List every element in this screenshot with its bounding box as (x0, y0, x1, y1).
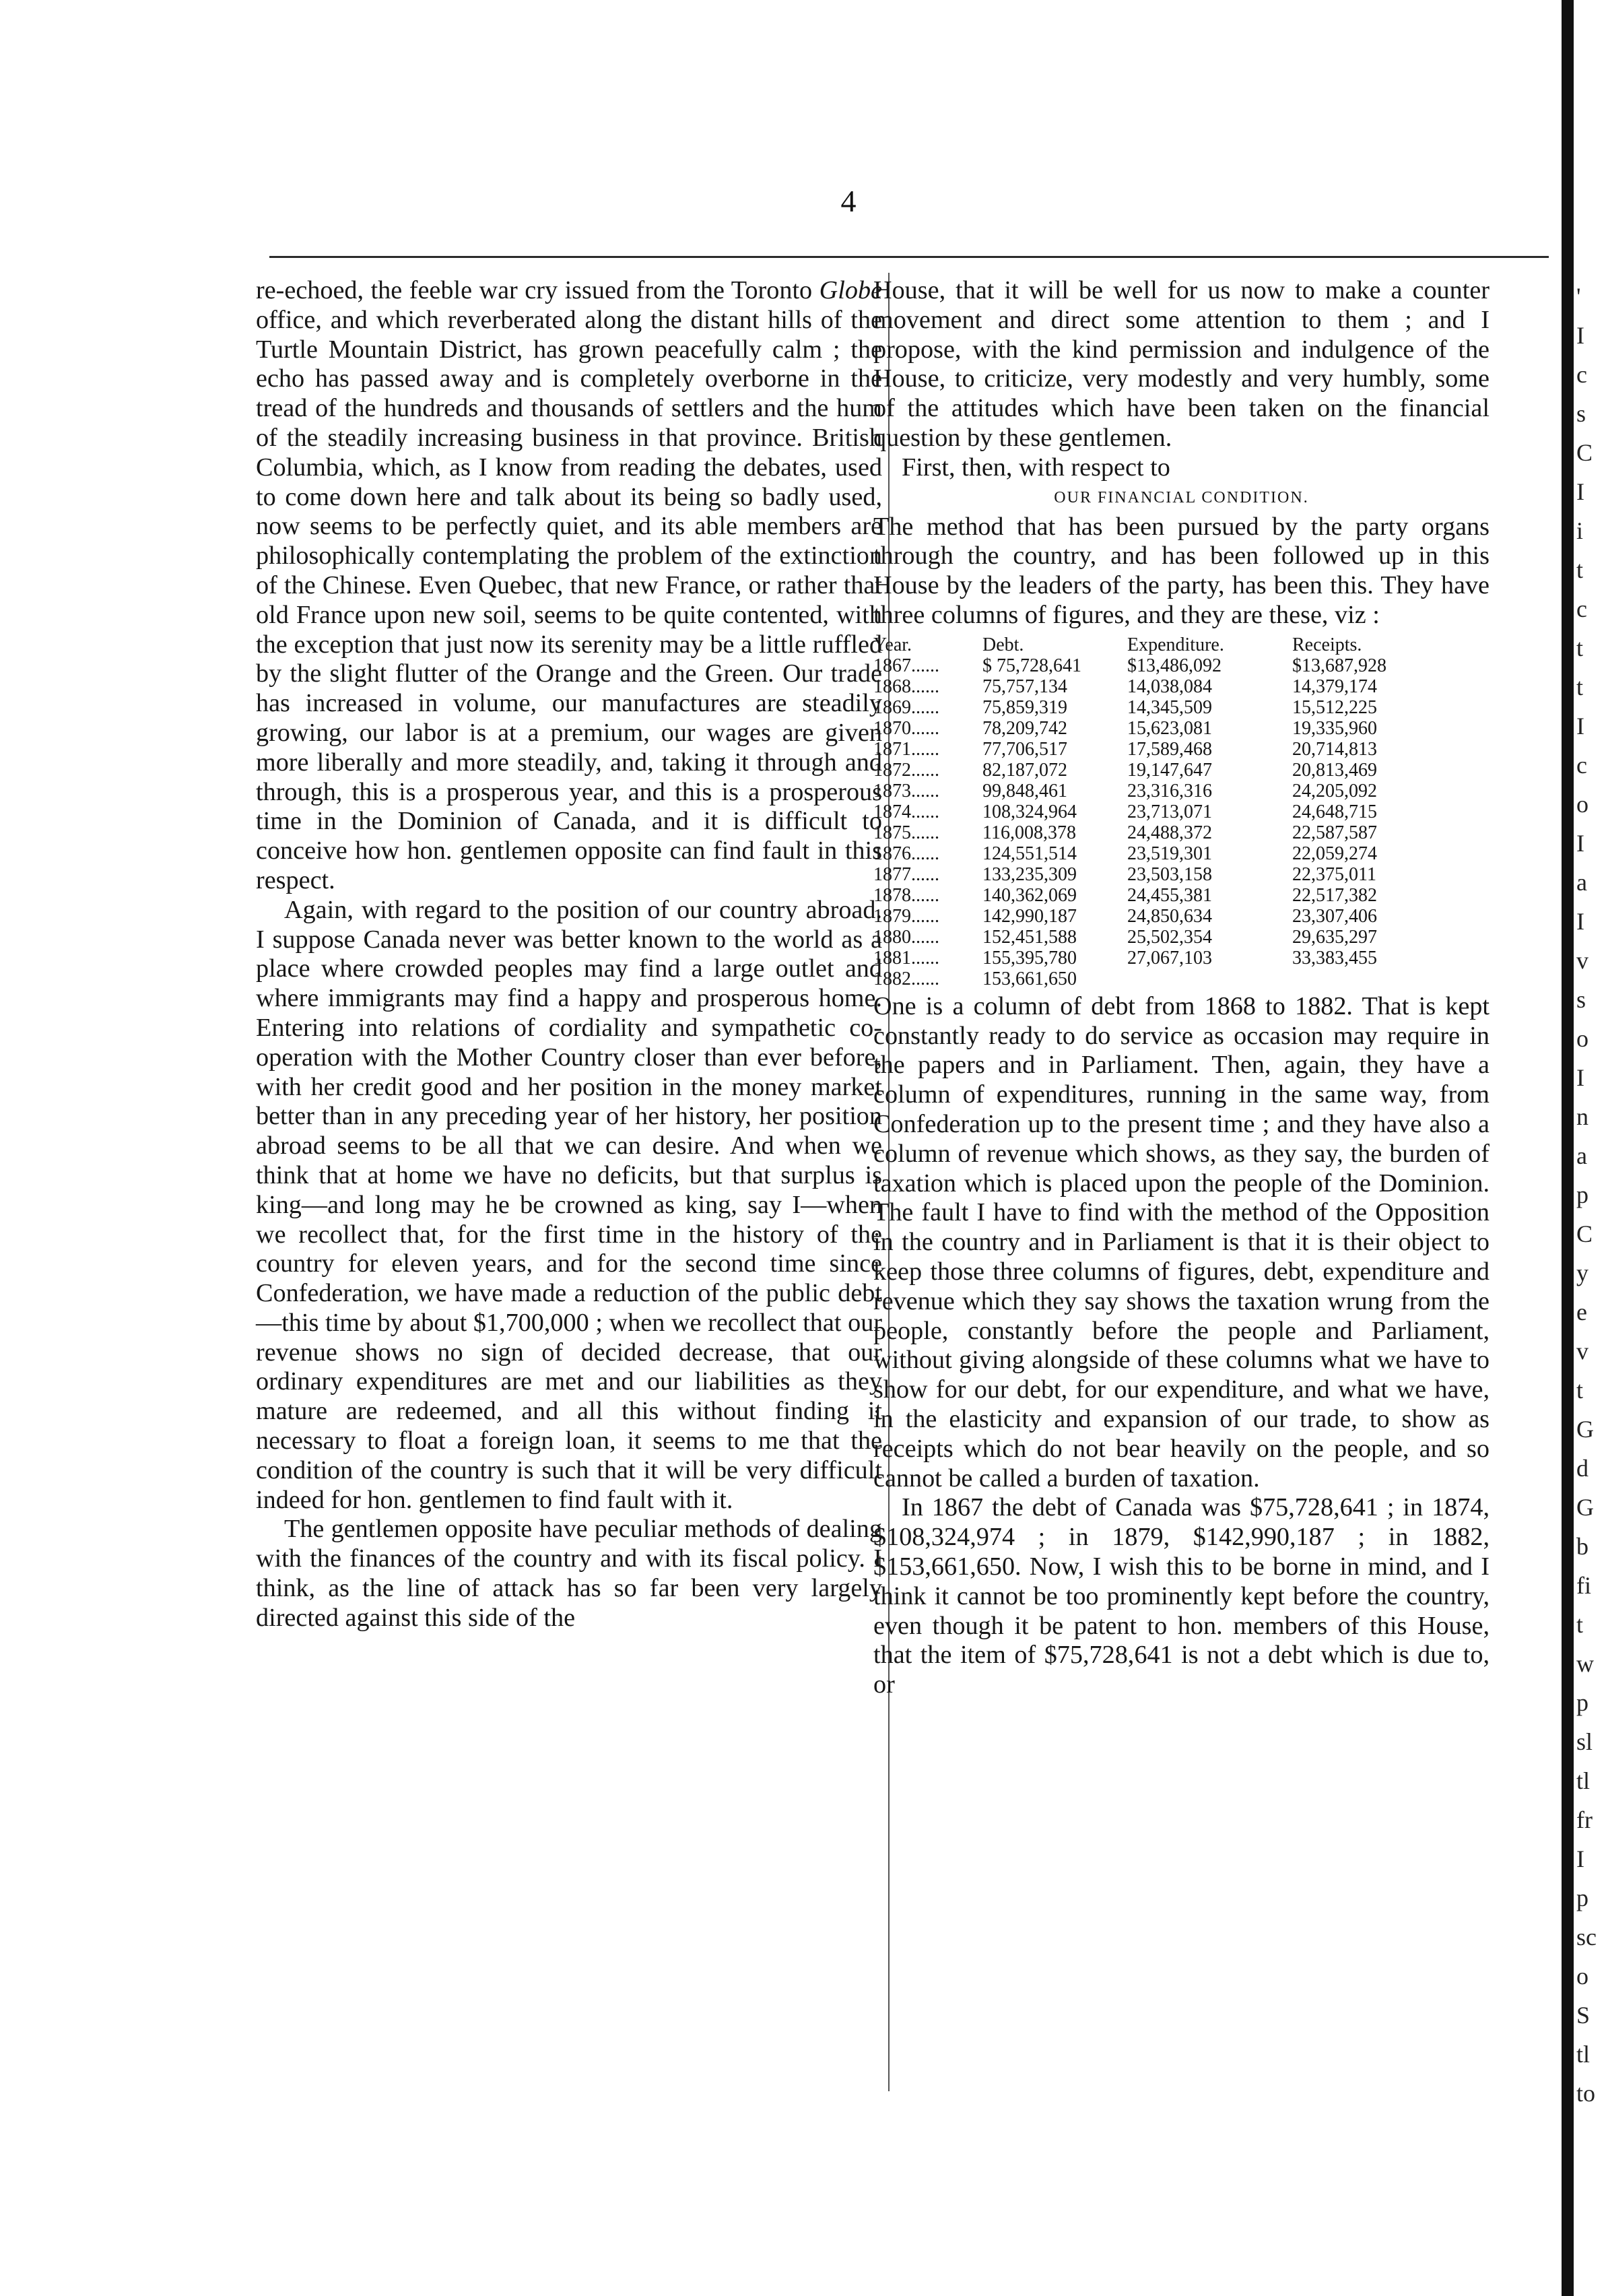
cell-debt: 152,451,588 (982, 926, 1077, 948)
table-row (873, 697, 1490, 718)
edge-fragment: e (1576, 1299, 1587, 1325)
edge-fragment: b (1576, 1533, 1588, 1560)
table-row (873, 927, 1490, 948)
edge-fragment: I (1576, 908, 1584, 935)
adjacent-page-edge (1552, 0, 1606, 2296)
edge-fragment: I (1576, 713, 1584, 740)
cell-debt: 116,008,378 (982, 822, 1076, 843)
cell-debt: 75,757,134 (982, 676, 1067, 697)
edge-fragment: tl (1576, 2041, 1591, 2068)
table-row (873, 760, 1490, 781)
cell-year: 1873...... (873, 780, 939, 801)
edge-fragment: tl (1576, 1767, 1591, 1794)
cell-year: 1867...... (873, 655, 939, 676)
left-paragraph-3: The gentlemen opposite have peculiar methods of dealing with the finances of the country and with its fiscal policy. I think, as the line of attack has so far been very largely directed against this side of the (256, 1515, 882, 1632)
cell-receipts: 24,648,715 (1292, 801, 1377, 822)
left-paragraph-2: Again, with regard to the position of our country abroad. I suppose Canada never was better known to the world as a place where crowded peoples may find a large outlet and where immigrants may find a happy and prosperous home. Entering into relations of cordiality and sympathetic co-operation with the Mother Country closer than ever before, with her credit good and her position in the money market better than in any preceding year of her history, her position abroad seems to be all that we can desire. And when we think that at home we have no deficits, but that surplus is king—and long may he be crowned as king, say I—when we recollect that, for the first time in the history of the country for eleven years, and for the second time since Confederation, we have made a reduction of the public debt—this time by about $1,700,000 ; when we recollect that our revenue shows no sign of decided decrease, that our ordinary expenditures are met and our liabilities as they mature are redeemed, and all this without finding it necessary to float a foreign loan, it seems to me that the condition of the country is such that it will be very difficult indeed for hon. gentlemen to find fault with it. (256, 895, 882, 1514)
left-paragraph-1: re-echoed, the feeble war cry issued from the Toronto Globe office, and which reverberated along the distant hills of the Turtle Mountain District, has grown peacefully calm ; the echo has passed away and is completely overborne in the tread of the hundreds and thousands of settlers and the hum of the steadily increasing business in that province. British Columbia, which, as I know from reading the debates, used to come down here and talk about its being so badly used, now seems to be perfectly quiet, and its able members are philosophically contemplating the problem of the extinction of the Chinese. Even Quebec, that new France, or rather that old France upon new soil, seems to be quite contented, with the exception that just now its serenity may be a little ruffled by the slight flutter of the Orange and the Green. Our trade has increased in volume, our manufactures are steadily growing, our labor is at a premium, our wages are given more liberally and more steadily, and, taking it through and through, this is a prosperous year, and this is a prosperous time in the Dominion of Canada, and it is difficult to conceive how hon. gentlemen opposite can find fault in this respect. (256, 276, 882, 894)
edge-fragment: p (1576, 1689, 1588, 1716)
edge-fragment: I (1576, 1845, 1584, 1872)
right-paragraph-5: In 1867 the debt of Canada was $75,728,641 ; in 1874, $108,324,974 ; in 1879, $142,990,187 ; in 1882, $153,661,650. Now, I wish this to be borne in mind, and I think it cannot be too prominently kept before the country, even though it be patent to hon. members of this House, that the item of $75,728,641 is not a debt which is due to, or (873, 1493, 1490, 1699)
cell-receipts: 15,512,225 (1292, 696, 1377, 718)
edge-fragment: i (1576, 517, 1584, 544)
edge-fragment: p (1576, 1884, 1588, 1911)
cell-expenditure: 14,345,509 (1127, 696, 1212, 718)
edge-fragment: sl (1576, 1728, 1593, 1755)
financial-table (873, 634, 1490, 989)
table-row (873, 676, 1490, 697)
cell-receipts: 29,635,297 (1292, 926, 1377, 948)
cell-year: 1881...... (873, 947, 939, 969)
cell-year: 1880...... (873, 926, 939, 948)
cell-year: 1879...... (873, 905, 939, 927)
right-paragraph-4: One is a column of debt from 1868 to 1882. That is kept constantly ready to do service as occasion may require in the papers and in Parliament. Then, again, they have a column of expenditures, running in the same way, from Confederation up to the present time ; and they have also a column of revenue which shows, as they say, the burden of taxation which is placed upon the people of the Dominion. The fault I have to find with the method of the Opposition in the country and in Parliament is that it is their object to keep those three columns of figures, debt, expenditure and revenue which they say shows the taxation wrung from the people, constantly before the people and Parliament, without giving alongside of these columns what we have to show for our debt, for our expenditure, and what we have, in the elasticity and expansion of our trade, to show as receipts which do not bear heavily on the people, and so cannot be called a burden of taxation. (873, 991, 1490, 1493)
cell-year: 1870...... (873, 717, 939, 739)
table-body (873, 655, 1490, 989)
table-row (873, 718, 1490, 739)
cell-receipts: 24,205,092 (1292, 780, 1377, 801)
edge-fragment: fr (1576, 1806, 1593, 1833)
cell-year: 1868...... (873, 676, 939, 697)
section-heading: OUR FINANCIAL CONDITION. (1054, 488, 1309, 506)
header-year: Year. (873, 634, 912, 655)
cell-expenditure: 14,038,084 (1127, 676, 1212, 697)
header-expenditure: Expenditure. (1127, 634, 1224, 655)
edge-fragment: sc (1576, 1924, 1597, 1950)
cell-expenditure: $13,486,092 (1127, 655, 1222, 676)
cell-expenditure: 24,850,634 (1127, 905, 1212, 927)
table-row (873, 781, 1490, 801)
edge-fragment: p (1576, 1181, 1588, 1208)
edge-fragment: v (1576, 1338, 1588, 1365)
cell-year: 1876...... (873, 843, 939, 864)
edge-fragment: o (1576, 791, 1588, 818)
cell-debt: 82,187,072 (982, 759, 1067, 781)
cell-receipts (1292, 969, 1471, 989)
cell-receipts: 33,383,455 (1292, 947, 1377, 969)
cell-year: 1877...... (873, 863, 939, 885)
edge-fragment: S (1576, 2002, 1591, 2029)
table-row (873, 739, 1490, 760)
cell-receipts: 22,517,382 (1292, 884, 1377, 906)
table-row (873, 948, 1490, 969)
cell-year: 1869...... (873, 696, 939, 718)
right-paragraph-1: House, that it will be well for us now to make a counter movement and direct some attention to them ; and I propose, with the kind permission and indulgence of the House, to criticize, very modestly and very humbly, some of the attitudes which have been taken on the financial question by these gentlemen. (873, 276, 1490, 452)
cell-debt: 77,706,517 (982, 738, 1067, 760)
cell-debt: 155,395,780 (982, 947, 1077, 969)
table-row (873, 655, 1490, 676)
edge-fragment: I (1576, 322, 1584, 349)
cell-year: 1878...... (873, 884, 939, 906)
cell-year: 1882...... (873, 968, 939, 989)
edge-fragment: C (1576, 439, 1593, 466)
edge-fragment: d (1576, 1455, 1588, 1482)
cell-debt: 75,859,319 (982, 696, 1067, 718)
edge-fragment: n (1576, 1103, 1588, 1130)
table-row (873, 801, 1490, 822)
header-debt: Debt. (982, 634, 1024, 655)
edge-fragment: t (1576, 634, 1584, 661)
edge-fragment: c (1576, 595, 1587, 622)
edge-fragment: s (1576, 400, 1586, 427)
cell-year: 1871...... (873, 738, 939, 760)
cell-receipts: 19,335,960 (1292, 717, 1377, 739)
edge-fragment: a (1576, 1142, 1587, 1169)
edge-fragment: to (1576, 2080, 1596, 2107)
table-row (873, 864, 1490, 885)
edge-fragment: c (1576, 752, 1587, 779)
cell-year: 1875...... (873, 822, 939, 843)
table-header (873, 634, 1490, 655)
cell-expenditure: 23,713,071 (1127, 801, 1212, 822)
edge-fragment: y (1576, 1259, 1588, 1286)
edge-fragment: t (1576, 556, 1584, 583)
cell-expenditure: 17,589,468 (1127, 738, 1212, 760)
cell-debt: 99,848,461 (982, 780, 1067, 801)
table-row (873, 906, 1490, 927)
cell-expenditure: 24,488,372 (1127, 822, 1212, 843)
right-paragraph-3: The method that has been pursued by the party organs through the country, and has been followed up in this House by the leaders of the party, has been this. They have three columns of figures, and they are these, viz : (873, 512, 1490, 629)
right-column (873, 276, 1490, 1700)
cell-debt: 133,235,309 (982, 863, 1077, 885)
cell-year: 1874...... (873, 801, 939, 822)
edge-fragment: I (1576, 478, 1584, 505)
cell-receipts: 20,714,813 (1292, 738, 1377, 760)
cell-debt: 108,324,964 (982, 801, 1077, 822)
edge-fragment: o (1576, 1025, 1588, 1052)
table-row (873, 969, 1490, 989)
edge-fragment: w (1576, 1650, 1594, 1677)
cell-year: 1872...... (873, 759, 939, 781)
edge-fragment: fi (1576, 1572, 1591, 1599)
edge-fragment: I (1576, 1064, 1584, 1091)
cell-expenditure: 25,502,354 (1127, 926, 1212, 948)
edge-fragment: I (1576, 830, 1584, 857)
cell-expenditure: 23,316,316 (1127, 780, 1212, 801)
edge-fragment: t (1576, 1611, 1584, 1638)
edge-fragment: t (1576, 1377, 1584, 1404)
cell-debt: 142,990,187 (982, 905, 1077, 927)
cell-receipts: 22,059,274 (1292, 843, 1377, 864)
cell-receipts: 22,587,587 (1292, 822, 1377, 843)
cell-receipts: $13,687,928 (1292, 655, 1386, 676)
edge-fragment: a (1576, 869, 1587, 896)
table-row (873, 843, 1490, 864)
globe-newspaper-title: Globe (819, 276, 882, 304)
cell-debt: 78,209,742 (982, 717, 1067, 739)
cell-receipts: 14,379,174 (1292, 676, 1377, 697)
edge-fragment: v (1576, 947, 1588, 974)
header-rule (269, 256, 1549, 258)
edge-fragment: G (1576, 1494, 1594, 1521)
left-column (256, 276, 882, 1633)
cell-debt: 124,551,514 (982, 843, 1077, 864)
cell-debt: $ 75,728,641 (982, 655, 1081, 676)
cell-debt: 153,661,650 (982, 968, 1077, 989)
edge-fragment: C (1576, 1220, 1593, 1247)
edge-fragment: c (1576, 361, 1587, 388)
cell-expenditure: 23,519,301 (1127, 843, 1212, 864)
binding-shadow (1562, 0, 1574, 2296)
cell-receipts: 22,375,011 (1292, 863, 1376, 885)
right-paragraph-2: First, then, with respect to (902, 453, 1170, 482)
edge-fragment: G (1576, 1416, 1594, 1443)
cell-receipts: 20,813,469 (1292, 759, 1377, 781)
page-number: 4 (840, 184, 857, 218)
edge-fragment: o (1576, 1963, 1588, 1990)
table-row (873, 885, 1490, 906)
cell-debt: 140,362,069 (982, 884, 1077, 906)
edge-fragment: ' (1576, 283, 1581, 310)
cell-expenditure: 15,623,081 (1127, 717, 1212, 739)
header-receipts: Receipts. (1292, 634, 1362, 655)
cell-expenditure: 24,455,381 (1127, 884, 1212, 906)
edge-fragment: t (1576, 674, 1584, 700)
cell-expenditure: 27,067,103 (1127, 947, 1212, 969)
table-row (873, 822, 1490, 843)
cell-expenditure (1127, 969, 1292, 989)
cell-receipts: 23,307,406 (1292, 905, 1377, 927)
edge-fragment: s (1576, 986, 1586, 1013)
left-margin (0, 0, 202, 2296)
cell-expenditure: 23,503,158 (1127, 863, 1212, 885)
cell-expenditure: 19,147,647 (1127, 759, 1212, 781)
